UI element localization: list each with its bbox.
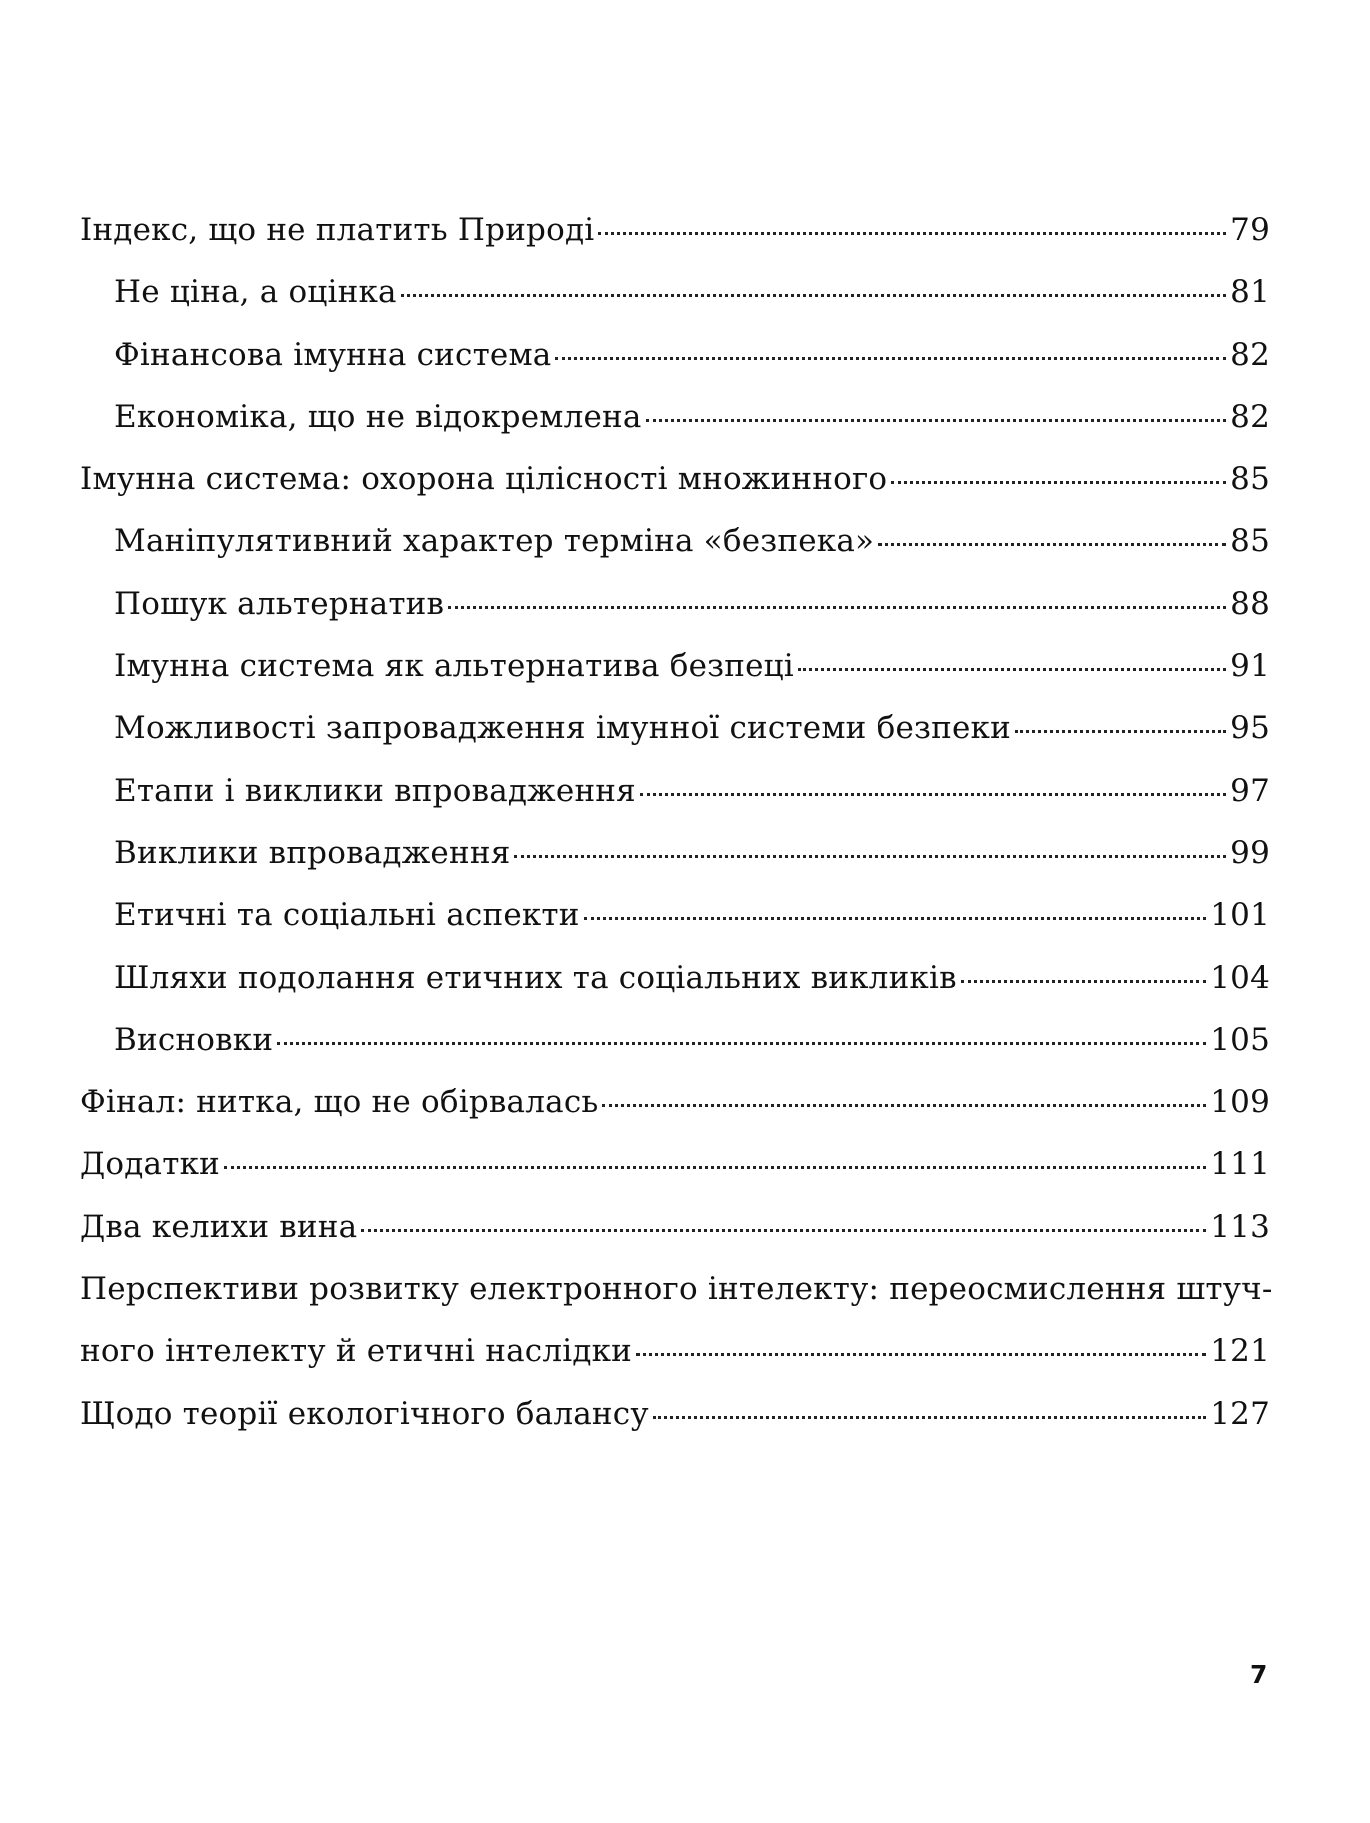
toc-entry-title: Два келихи вина: [80, 1208, 358, 1245]
toc-dot-leader: [602, 1104, 1206, 1107]
toc-entry[interactable]: [80, 635, 1270, 697]
table-of-contents: [80, 199, 1273, 1445]
toc-entry-page: 97: [1230, 772, 1270, 809]
toc-entry-page: 88: [1230, 585, 1270, 622]
toc-entry-page: 104: [1210, 959, 1270, 996]
toc-entry-title: Етичні та соціальні аспекти: [114, 897, 580, 934]
toc-entry-title: Етапи і виклики впровадження: [114, 772, 636, 809]
toc-dot-leader: [584, 917, 1207, 920]
toc-dot-leader: [640, 793, 1226, 796]
toc-dot-leader: [891, 481, 1226, 484]
toc-dot-leader: [448, 606, 1226, 609]
toc-entry-title: Не ціна, а оцінка: [114, 274, 397, 311]
toc-entry-title: Шляхи подолання етичних та соціальних викликів: [114, 959, 957, 996]
toc-dot-leader: [961, 980, 1206, 983]
toc-dot-leader: [653, 1416, 1206, 1419]
toc-entry-page: 109: [1210, 1084, 1270, 1121]
toc-entry[interactable]: [80, 386, 1270, 448]
toc-entry-page: 101: [1210, 897, 1270, 934]
toc-entry-page: 113: [1210, 1208, 1270, 1245]
toc-entry[interactable]: [80, 1009, 1270, 1071]
toc-entry[interactable]: [80, 1383, 1270, 1445]
toc-entry-wrapped-line[interactable]: [80, 1258, 1273, 1320]
page-number: 7: [1250, 1660, 1268, 1689]
toc-entry-page: 99: [1230, 834, 1270, 871]
toc-entry[interactable]: [80, 261, 1270, 323]
toc-entry-page: 82: [1230, 336, 1270, 373]
toc-entry[interactable]: [80, 947, 1270, 1009]
toc-entry-title: Маніпулятивний характер терміна «безпека»: [114, 523, 875, 560]
toc-entry-title: Висновки: [114, 1021, 274, 1058]
toc-entry-title: Індекс, що не платить Природі: [80, 212, 595, 248]
toc-entry-title: Імунна система: охорона цілісності множинного: [80, 461, 888, 498]
toc-entry-title-line1: Перспективи розвитку електронного інтелекту: переосмислення штуч-: [80, 1271, 1273, 1308]
toc-entry-page: 82: [1230, 398, 1270, 435]
toc-entry[interactable]: [80, 448, 1270, 510]
toc-entry-title: Виклики впровадження: [114, 834, 511, 871]
toc-entry-page: 95: [1230, 710, 1270, 747]
toc-entry[interactable]: [80, 884, 1270, 946]
toc-dot-leader: [878, 543, 1226, 546]
toc-dot-leader: [598, 232, 1226, 235]
toc-entry-page: 111: [1210, 1146, 1270, 1183]
toc-entry[interactable]: [80, 510, 1270, 572]
toc-dot-leader: [224, 1166, 1206, 1169]
toc-entry-page: 85: [1230, 523, 1270, 560]
toc-entry[interactable]: [80, 1196, 1270, 1258]
toc-entry[interactable]: [80, 573, 1270, 635]
toc-entry-page: 105: [1210, 1021, 1270, 1058]
toc-dot-leader: [277, 1042, 1206, 1045]
toc-dot-leader: [514, 855, 1226, 858]
toc-entry[interactable]: [80, 697, 1270, 759]
toc-entry[interactable]: [80, 324, 1270, 386]
toc-entry-title: Фінал: нитка, що не обірвалась: [80, 1084, 599, 1121]
toc-dot-leader: [636, 1353, 1206, 1356]
toc-entry-title: Можливості запровадження імунної системи безпеки: [114, 710, 1011, 747]
toc-entry-page: 127: [1210, 1395, 1270, 1432]
toc-entry-title: Імунна система як альтернатива безпеці: [114, 648, 794, 685]
toc-dot-leader: [401, 294, 1226, 297]
toc-entry-page: 81: [1230, 274, 1270, 311]
toc-entry-title: Щодо теорії екологічного балансу: [80, 1395, 649, 1432]
toc-entry[interactable]: [80, 1071, 1270, 1133]
toc-dot-leader: [798, 668, 1226, 671]
toc-entry[interactable]: [80, 199, 1270, 261]
toc-entry[interactable]: [80, 822, 1270, 884]
toc-entry-title: Економіка, що не відокремлена: [114, 398, 642, 435]
toc-entry-page: 79: [1230, 212, 1270, 248]
toc-entry[interactable]: [80, 760, 1270, 822]
toc-dot-leader: [646, 419, 1227, 422]
toc-entry[interactable]: [80, 1320, 1270, 1382]
toc-dot-leader: [1015, 730, 1226, 733]
toc-entry-title: Додатки: [80, 1146, 221, 1183]
toc-dot-leader: [361, 1229, 1206, 1232]
toc-entry-page: 121: [1210, 1333, 1270, 1370]
toc-dot-leader: [555, 357, 1226, 360]
toc-entry-title: Фінансова імунна система: [114, 336, 552, 373]
toc-entry-page: 85: [1230, 461, 1270, 498]
toc-entry[interactable]: [80, 1133, 1270, 1195]
toc-entry-title: Пошук альтернатив: [114, 585, 445, 622]
toc-entry-page: 91: [1230, 648, 1270, 685]
toc-entry-title-line2: ного інтелекту й етичні наслідки: [80, 1333, 633, 1370]
